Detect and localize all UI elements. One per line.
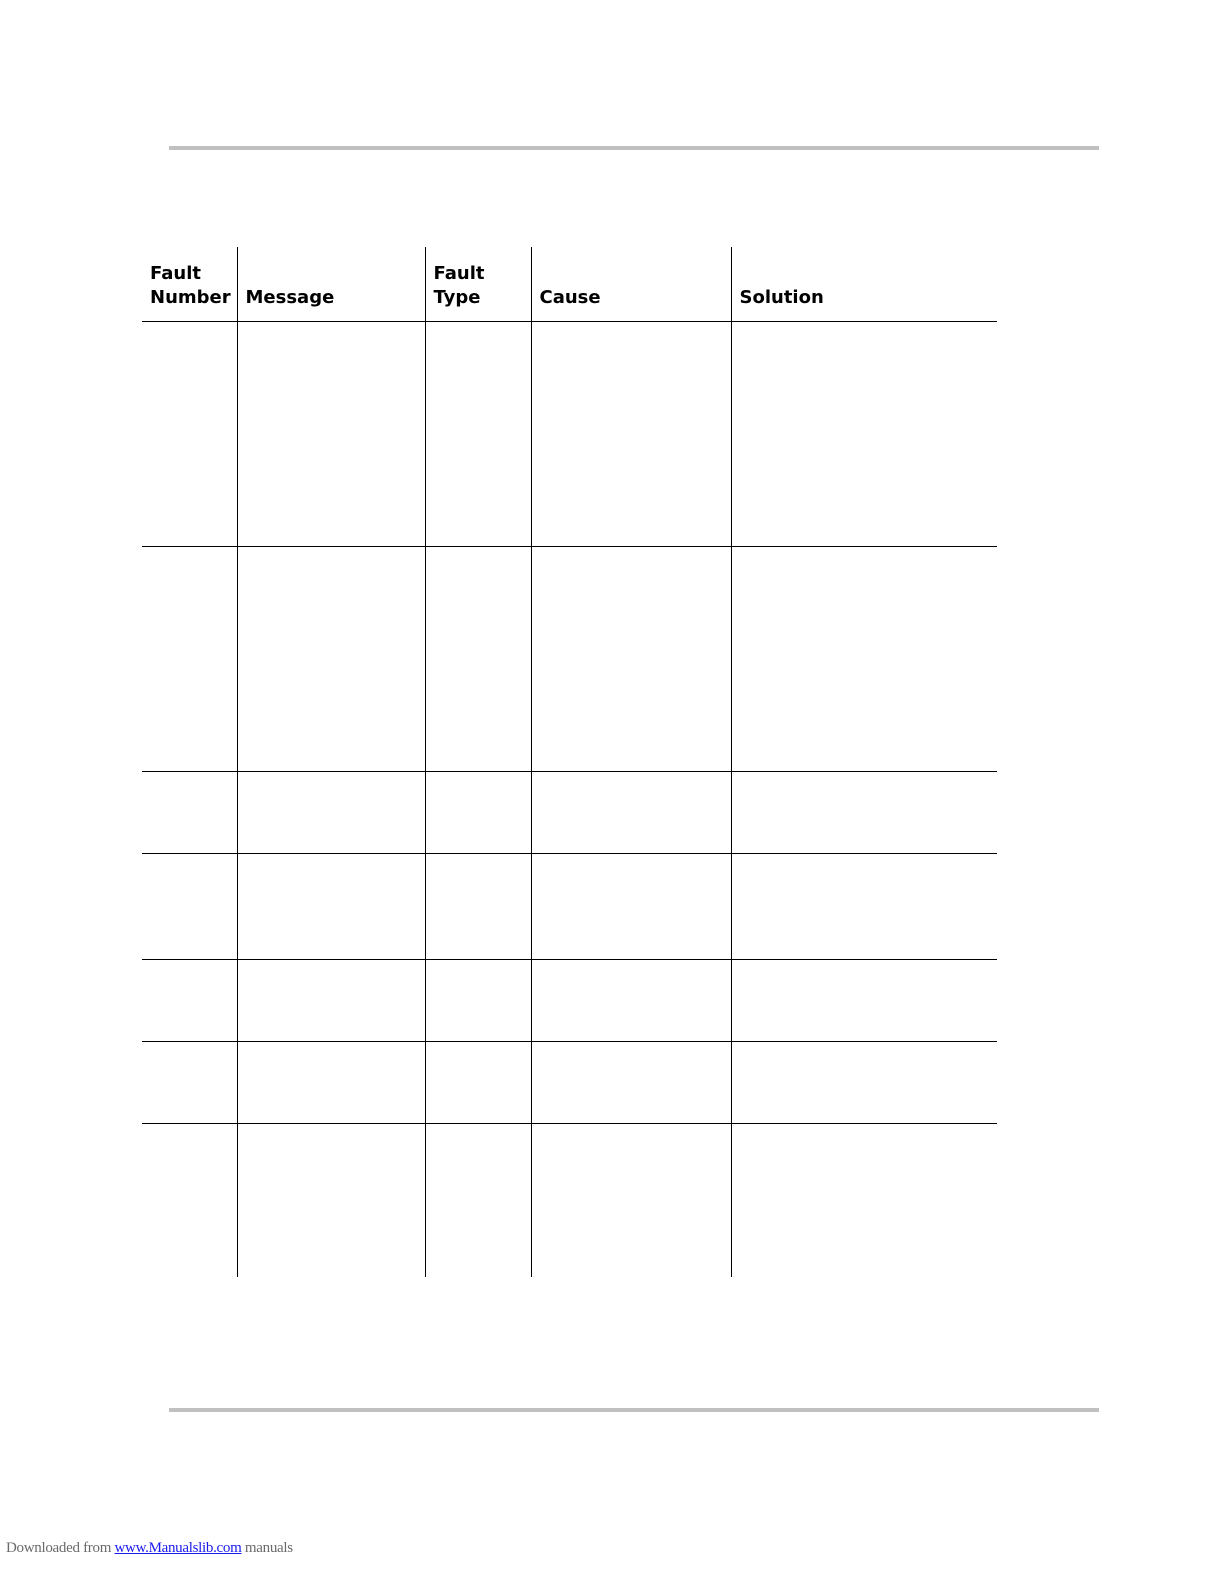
cell-solution: [731, 1042, 997, 1124]
cell-message: [237, 854, 425, 960]
table-row: [142, 322, 997, 547]
cell-fault-type: [425, 854, 531, 960]
cell-cause: [531, 547, 731, 772]
cell-fault-number: [142, 854, 237, 960]
cell-cause: [531, 854, 731, 960]
cell-fault-type: [425, 1042, 531, 1124]
cell-solution: [731, 322, 997, 547]
cell-fault-type: [425, 960, 531, 1042]
cell-fault-type: [425, 322, 531, 547]
cell-fault-type: [425, 547, 531, 772]
cell-cause: [531, 322, 731, 547]
cell-message: [237, 1042, 425, 1124]
table-row: [142, 547, 997, 772]
cell-message: [237, 322, 425, 547]
cell-fault-number: [142, 772, 237, 854]
table-row: [142, 854, 997, 960]
table-row: [142, 1124, 997, 1277]
header-cause: Cause: [531, 247, 731, 322]
cell-solution: [731, 1124, 997, 1277]
cell-cause: [531, 1042, 731, 1124]
cell-message: [237, 960, 425, 1042]
cell-message: [237, 547, 425, 772]
header-fault-number: Fault Number: [142, 247, 237, 322]
cell-fault-type: [425, 772, 531, 854]
header-fault-type: Fault Type: [425, 247, 531, 322]
cell-solution: [731, 547, 997, 772]
cell-cause: [531, 1124, 731, 1277]
table-row: [142, 772, 997, 854]
cell-message: [237, 1124, 425, 1277]
cell-fault-number: [142, 960, 237, 1042]
cell-solution: [731, 960, 997, 1042]
cell-solution: [731, 772, 997, 854]
manualslib-link[interactable]: www.Manualslib.com: [114, 1540, 242, 1556]
cell-fault-type: [425, 1124, 531, 1277]
cell-cause: [531, 772, 731, 854]
cell-fault-number: [142, 322, 237, 547]
table-header-row: [142, 247, 997, 322]
download-footer: [6, 1540, 293, 1557]
footer-suffix: manuals: [241, 1540, 293, 1556]
cell-cause: [531, 960, 731, 1042]
table-row: [142, 1042, 997, 1124]
header-rule: [169, 146, 1099, 150]
fault-table: [142, 247, 997, 1277]
cell-fault-number: [142, 547, 237, 772]
header-message: Message: [237, 247, 425, 322]
table-row: [142, 960, 997, 1042]
footer-rule: [169, 1408, 1099, 1412]
header-solution: Solution: [731, 247, 997, 322]
footer-prefix: Downloaded from: [6, 1540, 115, 1556]
cell-fault-number: [142, 1124, 237, 1277]
cell-solution: [731, 854, 997, 960]
cell-fault-number: [142, 1042, 237, 1124]
cell-message: [237, 772, 425, 854]
